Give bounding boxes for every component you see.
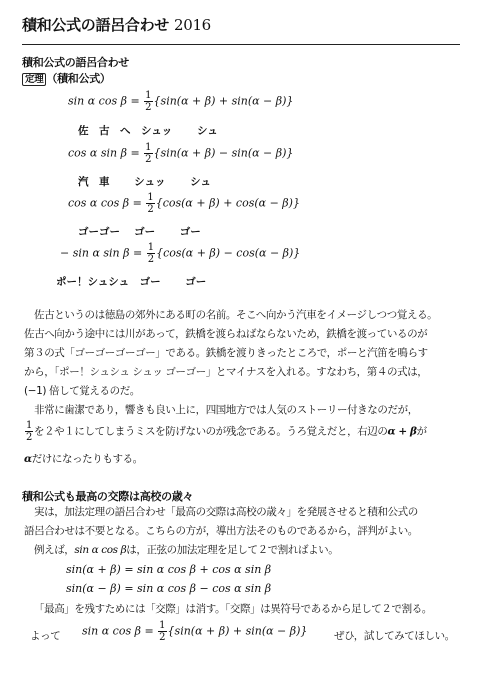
paragraph-line: 語呂合わせは不要となる。こちらの方が，導出方法そのものであるから，評判がよい。 (24, 525, 418, 537)
note-line: 「最高」を残すためには「交際」は消す。「交際」は異符号であるから足して２で割る。 (34, 603, 432, 615)
formula-3-rhs: {cos(α + β) + cos(α − β)} (155, 196, 300, 210)
paragraph-2 (24, 503, 418, 560)
paragraph-1-last-line (24, 420, 427, 443)
inline-fraction (25, 420, 33, 443)
text-segment: を２や１にしてしまうミスを防げないのが残念である。うろ覚えだと，右辺の (33, 425, 388, 438)
math-alpha: α (24, 453, 32, 465)
page-title (22, 14, 211, 35)
paragraph-line: 佐古へ向かう途中には川があって，鉄橋を渡らねばならないため，鉄橋を渡っているのが (24, 328, 428, 340)
mnemonic-1: 佐 古 へ シュッ シュ (78, 125, 218, 137)
mnemonic-3: ゴーゴー ゴー ゴー (78, 226, 201, 238)
formula-2 (68, 142, 293, 165)
formula-4-rhs: {cos(α + β) − cos(α − β)} (156, 246, 301, 260)
formula-3-lhs: cos α cos β = (68, 196, 146, 210)
mnemonic-4: ポー！シュシュ ゴー ゴー (56, 276, 207, 288)
theorem-name: （積和公式） (46, 72, 111, 85)
formula-1-fraction (144, 90, 152, 113)
fraction-numerator: 1 (147, 242, 155, 253)
fraction-denominator: 2 (145, 154, 152, 165)
title-divider (22, 44, 460, 45)
fraction-numerator: 1 (147, 192, 154, 203)
text-segment: だけになったりもする。 (31, 453, 143, 465)
fraction-numerator: 1 (26, 420, 32, 431)
formula-1-rhs: {sin(α + β) + sin(α − β)} (153, 94, 294, 108)
formula-2-lhs: cos α sin β = (68, 146, 144, 160)
formula-2-fraction (144, 142, 152, 165)
final-formula-fraction (158, 620, 166, 643)
fraction-numerator: 1 (145, 90, 152, 101)
fraction-denominator: 2 (147, 254, 155, 265)
math-sin-cos: sin α cos β (74, 544, 127, 556)
text-segment: 例えば， (34, 544, 75, 556)
formula-4-lhs: − sin α sin β = (60, 246, 146, 260)
fraction-denominator: 2 (159, 632, 166, 643)
formula-4-fraction (147, 242, 155, 265)
yotte-label: よって (30, 630, 61, 642)
formula-1 (68, 90, 293, 113)
paragraph-line: 非常に歯潔であり，響きも良い上に，四国地方では人気のストーリー付きなのだが， (34, 404, 418, 416)
theorem-tag: 定理 (22, 73, 46, 86)
text-segment: は，正弦の加法定理を足して２で割ればよい。 (126, 544, 339, 556)
fraction-denominator: 2 (26, 432, 32, 443)
paragraph-1 (24, 306, 437, 420)
paragraph-1-tail (24, 450, 143, 469)
paragraph-line: 第３の式「ゴーゴーゴーゴー」である。鉄橋を渡りきったところで，ポーと汽笛を鳴らす (24, 347, 428, 359)
section2-heading: 積和公式も最高の交際は高校の歳々 (22, 490, 194, 503)
section1-heading: 積和公式の語呂合わせ (22, 56, 129, 69)
closing-text: ぜひ，試してみてほしい。 (334, 630, 455, 642)
fraction-numerator: 1 (159, 620, 166, 631)
addition-formula-2: sin(α − β) = sin α cos β − cos α sin β (66, 582, 272, 595)
fraction-denominator: 2 (145, 102, 152, 113)
formula-3 (68, 192, 300, 215)
math-alpha-plus-beta: α + β (387, 425, 417, 438)
fraction-numerator: 1 (145, 142, 152, 153)
page-title-year: 2016 (173, 16, 211, 34)
final-formula-lhs: sin α cos β = (82, 624, 158, 638)
final-formula (82, 620, 307, 643)
page-title-text: 積和公式の語呂合わせ (22, 16, 170, 34)
formula-1-lhs: sin α cos β = (68, 94, 144, 108)
formula-3-fraction (146, 192, 154, 215)
paragraph-line: (−1) 倍して覚えるのだ。 (24, 385, 140, 397)
formula-2-rhs: {sin(α + β) − sin(α − β)} (153, 146, 294, 160)
addition-formula-1: sin(α + β) = sin α cos β + cos α sin β (66, 563, 272, 576)
final-formula-rhs: {sin(α + β) + sin(α − β)} (167, 624, 308, 638)
theorem-header (22, 70, 111, 86)
paragraph-line: から，「ポー！シュシュ シュッ ゴーゴー」とマイナスを入れる。すなわち，第４の式は， (24, 366, 428, 378)
mnemonic-2: 汽 車 シュッ シュ (78, 176, 211, 188)
paragraph-line: 佐古というのは徳島の郊外にある町の名前。そこへ向かう汽車をイメージしつつ覚える。 (34, 309, 438, 321)
paragraph-line: 実は，加法定理の語呂合わせ「最高の交際は高校の歳々」を発展させると積和公式の (34, 506, 418, 518)
text-segment: が (416, 425, 427, 438)
example-line (24, 541, 418, 560)
formula-4 (60, 242, 300, 265)
fraction-denominator: 2 (147, 204, 154, 215)
